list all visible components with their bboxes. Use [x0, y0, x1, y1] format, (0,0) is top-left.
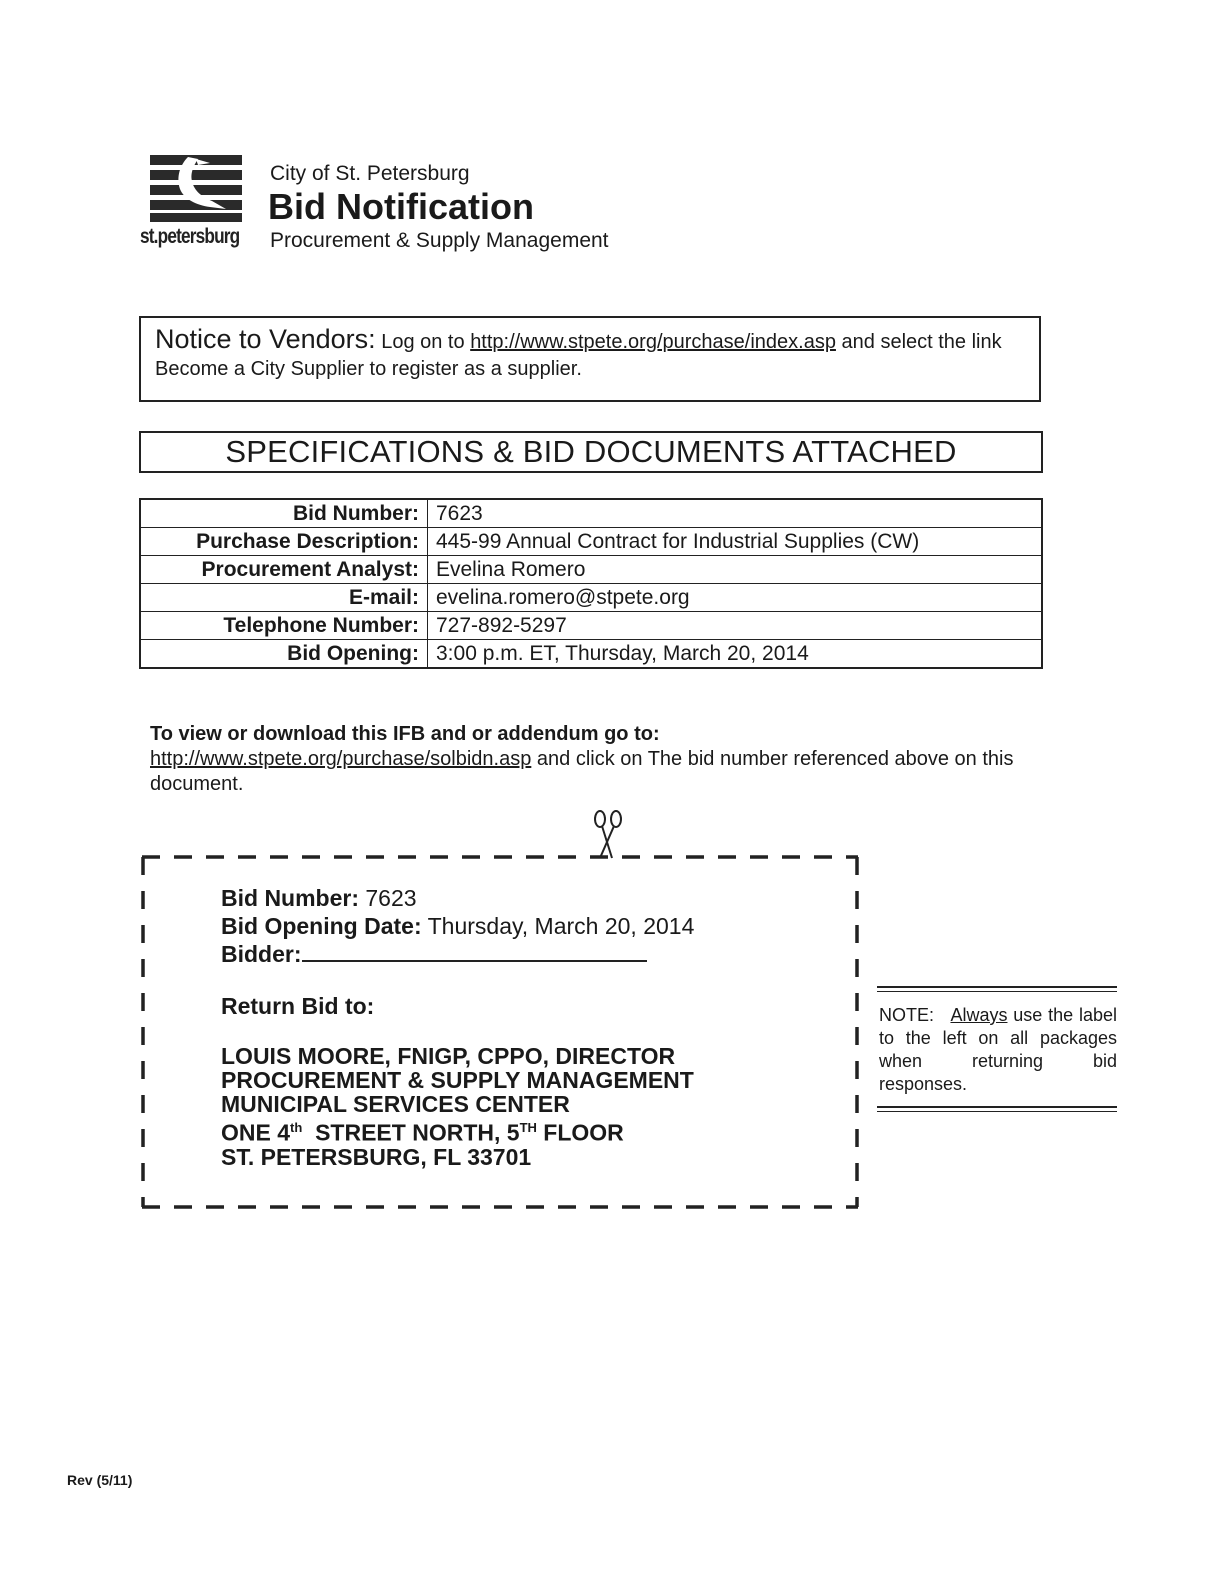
notice-text-before-link: Log on to [381, 331, 465, 353]
address-line-4-part-b: STREET NORTH, 5 [315, 1119, 520, 1146]
address-line-4-part-c: FLOOR [543, 1119, 624, 1146]
specifications-banner: SPECIFICATIONS & BID DOCUMENTS ATTACHED [139, 431, 1043, 473]
logo-wordmark: st.petersburg [140, 225, 240, 248]
table-row [140, 499, 1042, 528]
revision-footer: Rev (5/11) [67, 1472, 133, 1488]
return-address [221, 1044, 694, 1169]
address-line-2: PROCUREMENT & SUPPLY MANAGEMENT [221, 1067, 694, 1093]
telephone-value: 727-892-5297 [428, 612, 1043, 640]
org-name: City of St. Petersburg [270, 162, 470, 185]
label-bidder-caption: Bidder: [221, 941, 302, 967]
label-bid-number-caption: Bid Number: [221, 885, 359, 911]
table-row [140, 640, 1042, 669]
address-line-4 [221, 1116, 694, 1145]
download-text-after-link: and click on The bid number referenced above on this document. [150, 748, 1014, 795]
supplier-registration-link[interactable]: http://www.stpete.org/purchase/index.asp [470, 331, 836, 353]
notice-text [155, 326, 1025, 383]
note-bottom-rule [877, 1106, 1117, 1112]
label-bid-opening-value: Thursday, March 20, 2014 [427, 913, 695, 939]
table-row [140, 556, 1042, 584]
download-text [150, 747, 1030, 797]
city-logo [140, 155, 260, 251]
email-label: E-mail: [140, 584, 428, 612]
page-title: Bid Notification [268, 186, 534, 227]
bid-details-table [139, 498, 1043, 669]
label-bid-opening-caption: Bid Opening Date: [221, 913, 422, 939]
label-bidder [221, 940, 694, 968]
address-line-1: LOUIS MOORE, FNIGP, CPPO, DIRECTOR [221, 1043, 676, 1069]
table-row [140, 584, 1042, 612]
download-heading: To view or download this IFB and or addendum go to: [150, 723, 660, 745]
scissors-icon [588, 810, 628, 860]
note-box [877, 986, 1117, 1112]
label-bid-opening [221, 912, 694, 940]
note-body: use the label to the left on all packages when returning bid responses. [879, 1005, 1117, 1094]
bid-opening-label: Bid Opening: [140, 640, 428, 669]
table-row [140, 528, 1042, 556]
note-emphasis: Always [950, 1005, 1008, 1025]
telephone-label: Telephone Number: [140, 612, 428, 640]
purchase-description-value: 445-99 Annual Contract for Industrial Supplies (CW) [428, 528, 1043, 556]
label-fields [221, 884, 694, 968]
table-row [140, 612, 1042, 640]
label-bid-number-value: 7623 [365, 885, 417, 911]
procurement-analyst-label: Procurement Analyst: [140, 556, 428, 584]
address-line-4-sup-2: TH [519, 1120, 537, 1135]
address-line-3: MUNICIPAL SERVICES CENTER [221, 1091, 570, 1117]
bid-opening-value: 3:00 p.m. ET, Thursday, March 20, 2014 [428, 640, 1043, 669]
procurement-analyst-value: Evelina Romero [428, 556, 1043, 584]
bid-number-label: Bid Number: [140, 499, 428, 528]
address-line-4-part-a: ONE 4 [221, 1119, 291, 1146]
address-line-4-sup-1: th [290, 1120, 303, 1135]
return-bid-to: Return Bid to: [221, 993, 375, 1019]
notice-lead: Notice to Vendors: [155, 324, 376, 354]
department-name: Procurement & Supply Management [270, 229, 609, 252]
download-instructions [150, 722, 1030, 797]
bidder-name-field[interactable] [302, 940, 647, 962]
label-bid-number [221, 884, 694, 912]
email-value[interactable]: evelina.romero@stpete.org [428, 584, 1043, 612]
notice-to-vendors-box [139, 316, 1041, 402]
notice-text-after-link: and select the link Become a City Supplier to register as a supplier. [155, 331, 1002, 380]
address-line-5: ST. PETERSBURG, FL 33701 [221, 1143, 532, 1170]
bid-number-value: 7623 [428, 499, 1043, 528]
note-label: NOTE: [879, 1005, 935, 1025]
purchase-description-label: Purchase Description: [140, 528, 428, 556]
bid-solicitation-link[interactable]: http://www.stpete.org/purchase/solbidn.asp [150, 748, 532, 770]
pelican-logo-icon [140, 155, 244, 223]
note-text [877, 992, 1117, 1106]
